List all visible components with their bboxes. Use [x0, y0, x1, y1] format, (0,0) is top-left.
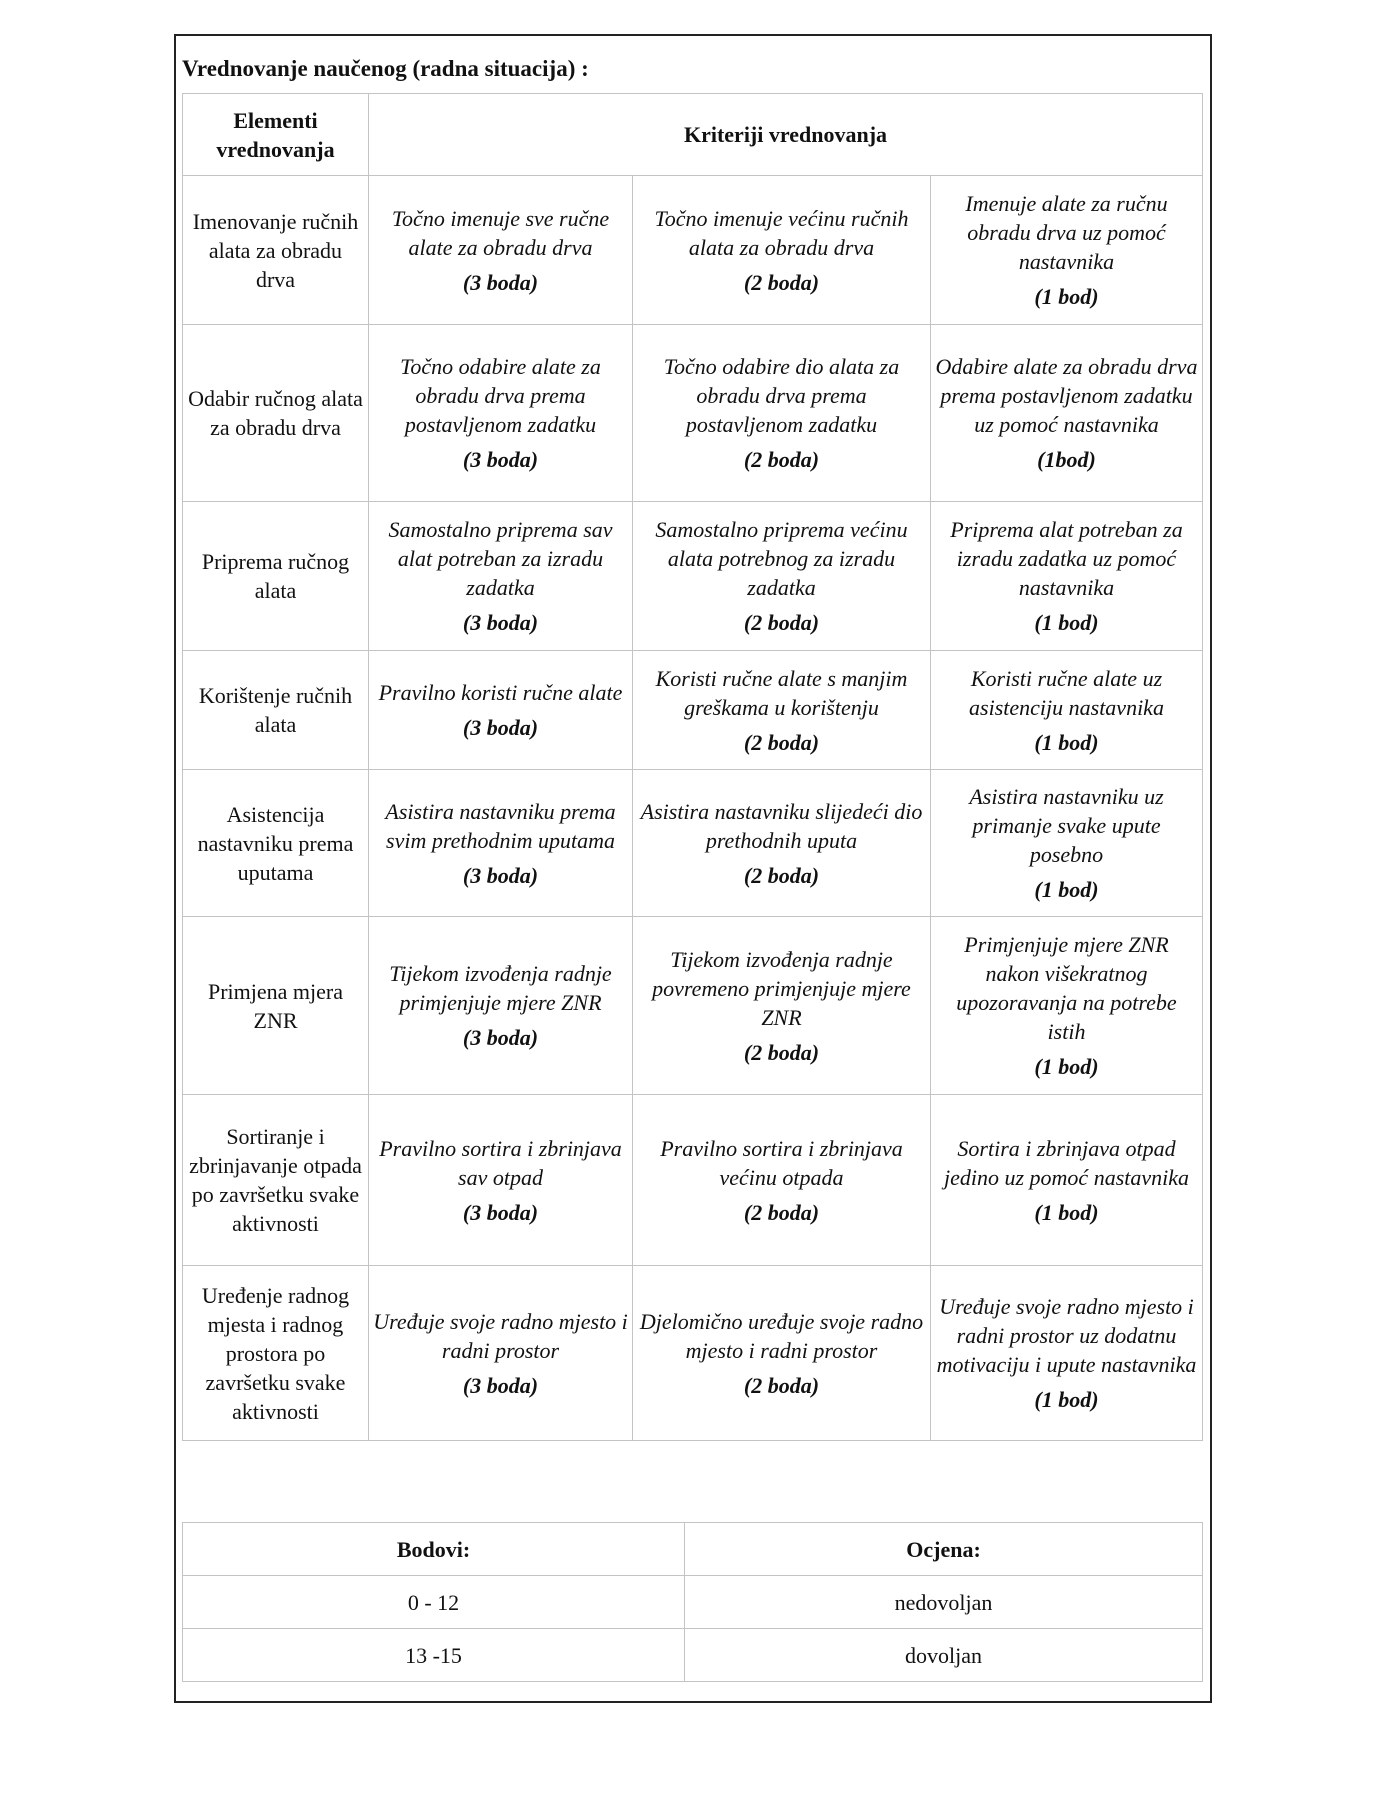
table-row [183, 770, 1203, 917]
criterion-text: Uređuje svoje radno mjesto i radni prostor [373, 1308, 628, 1363]
points-label: (1 bod) [1034, 1199, 1099, 1225]
criterion-text: Točno odabire alate za obradu drva prema postavljenom zadatku [400, 354, 601, 437]
table-row [183, 325, 1203, 502]
evaluation-table [182, 93, 1203, 1441]
points-label: (2 boda) [743, 1039, 820, 1065]
criterion-text: Imenuje alate za ručnu obradu drva uz pomoć nastavnika [965, 191, 1168, 274]
points-label: (3 boda) [462, 1372, 539, 1398]
criterion-text: Sortira i zbrinjava otpad jedino uz pomoć nastavnika [943, 1135, 1190, 1190]
points-label: (1 bod) [1034, 729, 1099, 755]
criterion-text: Samostalno priprema sav alat potreban za izradu zadatka [388, 517, 613, 600]
criterion-text: Primjenjuje mjere ZNR nakon višekratnog upozoravanja na potrebe istih [956, 932, 1177, 1044]
points-label: (3 boda) [462, 1025, 539, 1050]
element-name: Imenovanje ručnih alata za obradu drva [183, 176, 369, 325]
criterion-text: Uređuje svoje radno mjesto i radni prostor uz dodatnu motivaciju i upute nastavnika [936, 1294, 1197, 1377]
criterion-2-points [633, 176, 931, 325]
element-name: Korištenje ručnih alata [183, 651, 369, 770]
criterion-3-points [369, 651, 633, 770]
criterion-1-points [931, 502, 1203, 651]
section-title: Vrednovanje naučenog (radna situacija) : [182, 56, 589, 81]
header-criteria: Kriteriji vrednovanja [369, 94, 1203, 176]
criterion-2-points [633, 1266, 931, 1441]
table-row [183, 176, 1203, 325]
points-range: 13 -15 [183, 1629, 685, 1682]
points-label: (3 boda) [462, 610, 539, 635]
grade-value: dovoljan [685, 1629, 1203, 1682]
criterion-text: Točno imenuje sve ručne alate za obradu drva [391, 205, 610, 260]
criterion-text: Asistira nastavniku prema svim prethodnim uputama [385, 798, 616, 853]
points-range: 0 - 12 [183, 1576, 685, 1629]
element-name: Priprema ručnog alata [183, 502, 369, 651]
table-row [183, 917, 1203, 1095]
table-row [183, 502, 1203, 651]
points-label: (1 bod) [1034, 877, 1099, 902]
criterion-1-points [931, 651, 1203, 770]
criterion-2-points [633, 1095, 931, 1266]
criterion-2-points [633, 325, 931, 502]
criterion-text: Tijekom izvođenja radnje povremeno primjenjuje mjere ZNR [652, 946, 911, 1030]
criterion-2-points [633, 651, 931, 770]
element-name: Uređenje radnog mjesta i radnog prostora po završetku svake aktivnosti [183, 1266, 369, 1441]
criterion-text: Djelomično uređuje svoje radno mjesto i radni prostor [639, 1308, 924, 1363]
points-label: (1bod) [1037, 447, 1096, 472]
criterion-3-points [369, 1095, 633, 1266]
criterion-3-points [369, 1266, 633, 1441]
points-label: (3 boda) [462, 269, 539, 295]
points-label: (2 boda) [743, 447, 820, 472]
points-label: (3 boda) [462, 1199, 539, 1225]
table-row [183, 1095, 1203, 1266]
criterion-text: Pravilno sortira i zbrinjava sav otpad [379, 1135, 622, 1190]
criterion-2-points [633, 917, 931, 1095]
criterion-3-points [369, 917, 633, 1095]
points-label: (1 bod) [1034, 610, 1099, 635]
criterion-text: Koristi ručne alate s manjim greškama u korištenju [655, 665, 908, 720]
criterion-text: Asistira nastavniku uz primanje svake upute posebno [969, 784, 1164, 867]
criterion-2-points [633, 770, 931, 917]
points-label: (1 bod) [1034, 1387, 1099, 1412]
element-name: Sortiranje i zbrinjavanje otpada po završetku svake aktivnosti [183, 1095, 369, 1266]
grade-value: nedovoljan [685, 1576, 1203, 1629]
grade-row [183, 1629, 1203, 1682]
criterion-2-points [633, 502, 931, 651]
points-label: (2 boda) [743, 1372, 820, 1398]
points-label: (1 bod) [1034, 284, 1099, 309]
table-row [183, 1266, 1203, 1441]
criterion-text: Pravilno sortira i zbrinjava većinu otpada [660, 1135, 903, 1190]
criterion-text: Tijekom izvođenja radnje primjenjuje mjere ZNR [389, 961, 612, 1015]
criterion-3-points [369, 325, 633, 502]
points-label: (2 boda) [743, 729, 820, 755]
criterion-3-points [369, 502, 633, 651]
points-label: (2 boda) [743, 1199, 820, 1225]
header-points: Bodovi: [183, 1523, 685, 1576]
points-label: (3 boda) [462, 862, 539, 888]
criterion-text: Priprema alat potreban za izradu zadatka uz pomoć nastavnika [950, 517, 1183, 600]
header-grade: Ocjena: [685, 1523, 1203, 1576]
criterion-text: Koristi ručne alate uz asistenciju nastavnika [969, 665, 1164, 720]
element-name: Asistencija nastavniku prema uputama [183, 770, 369, 917]
criterion-text: Odabire alate za obradu drva prema postavljenom zadatku uz pomoć nastavnika [935, 354, 1198, 437]
criterion-3-points [369, 770, 633, 917]
criterion-1-points [931, 325, 1203, 502]
criterion-1-points [931, 770, 1203, 917]
points-label: (1 bod) [1034, 1054, 1099, 1079]
points-label: (2 boda) [743, 269, 820, 295]
grade-row [183, 1576, 1203, 1629]
points-label: (2 boda) [743, 610, 820, 635]
criterion-1-points [931, 176, 1203, 325]
criterion-text: Asistira nastavniku slijedeći dio prethodnih uputa [640, 798, 923, 853]
criterion-1-points [931, 1095, 1203, 1266]
element-name: Odabir ručnog alata za obradu drva [183, 325, 369, 502]
criterion-text: Točno imenuje većinu ručnih alata za obradu drva [654, 205, 909, 260]
criterion-1-points [931, 1266, 1203, 1441]
points-label: (2 boda) [743, 862, 820, 888]
criterion-3-points [369, 176, 633, 325]
criterion-1-points [931, 917, 1203, 1095]
points-label: (3 boda) [462, 715, 539, 740]
table-row [183, 651, 1203, 770]
header-elements: Elementi vrednovanja [183, 94, 369, 176]
criterion-text: Točno odabire dio alata za obradu drva prema postavljenom zadatku [663, 354, 900, 437]
criterion-text: Pravilno koristi ručne alate [378, 680, 623, 705]
element-name: Primjena mjera ZNR [183, 917, 369, 1095]
criterion-text: Samostalno priprema većinu alata potrebnog za izradu zadatka [655, 517, 908, 600]
grading-table [182, 1522, 1203, 1682]
points-label: (3 boda) [462, 447, 539, 472]
